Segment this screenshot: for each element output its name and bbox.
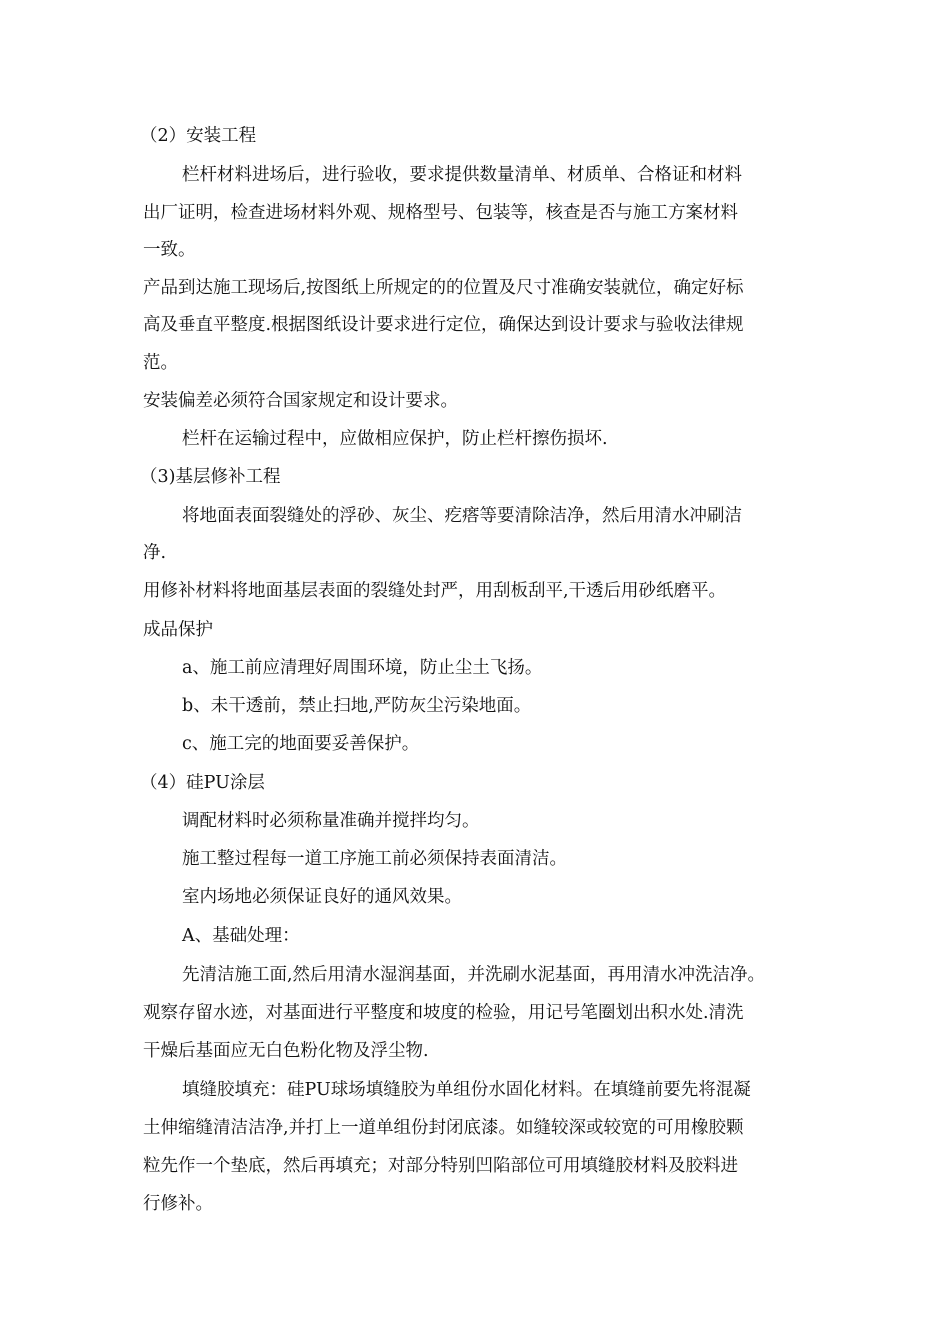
paragraph-line: 行修补。 [143,1194,213,1214]
subsection-a-heading: A、基础处理： [182,926,300,946]
section-3-heading: （3)基层修补工程 [140,467,281,487]
paragraph-line: 调配材料时必须称量准确并搅拌均匀。 [182,811,480,831]
paragraph-line: 观察存留水迹，对基面进行平整度和坡度的检验，用记号笔圈划出积水处.清洗 [143,1003,744,1023]
paragraph-line: 室内场地必须保证良好的通风效果。 [182,887,462,907]
paragraph-line: 范。 [143,353,178,373]
paragraph-line: 干燥后基面应无白色粉化物及浮尘物. [143,1041,429,1061]
list-item: a、施工前应清理好周围环境，防止尘土飞扬。 [182,658,543,678]
protection-heading: 成品保护 [143,620,213,640]
paragraph-line: 安装偏差必须符合国家规定和设计要求。 [143,391,458,411]
section-4-heading: （4）硅PU涂层 [140,773,265,793]
paragraph-line: 先清洁施工面,然后用清水湿润基面，并洗刷水泥基面，再用清水冲洗洁净。 [182,965,766,985]
paragraph-line: 栏杆在运输过程中，应做相应保护，防止栏杆擦伤损坏. [182,429,608,449]
paragraph-line: 净. [143,543,167,563]
paragraph-line: 产品到达施工现场后,按图纸上所规定的的位置及尺寸准确安装就位，确定好标 [143,278,744,298]
paragraph-line: 用修补材料将地面基层表面的裂缝处封严，用刮板刮平,干透后用砂纸磨平。 [143,581,727,601]
paragraph-line: 填缝胶填充：硅PU球场填缝胶为单组份水固化材料。在填缝前要先将混凝 [182,1080,751,1100]
list-item: b、未干透前，禁止扫地,严防灰尘污染地面。 [182,696,532,716]
paragraph-line: 土伸缩缝清洁洁净,并打上一道单组份封闭底漆。如缝较深或较宽的可用橡胶颗 [143,1118,744,1138]
paragraph-line: 粒先作一个垫底，然后再填充；对部分特别凹陷部位可用填缝胶材料及胶料进 [143,1156,738,1176]
list-item: c、施工完的地面要妥善保护。 [182,734,420,754]
paragraph-line: 施工整过程每一道工序施工前必须保持表面清洁。 [182,849,567,869]
paragraph-line: 出厂证明，检查进场材料外观、规格型号、包装等，核查是否与施工方案材料 [143,203,738,223]
section-2-heading: （2）安装工程 [140,126,257,146]
paragraph-line: 将地面表面裂缝处的浮砂、灰尘、疙瘩等要清除洁净，然后用清水冲刷洁 [182,506,742,526]
paragraph-line: 栏杆材料进场后，进行验收，要求提供数量清单、材质单、合格证和材料 [182,165,742,185]
paragraph-line: 高及垂直平整度.根据图纸设计要求进行定位，确保达到设计要求与验收法律规 [143,315,744,335]
paragraph-line: 一致。 [143,240,196,260]
